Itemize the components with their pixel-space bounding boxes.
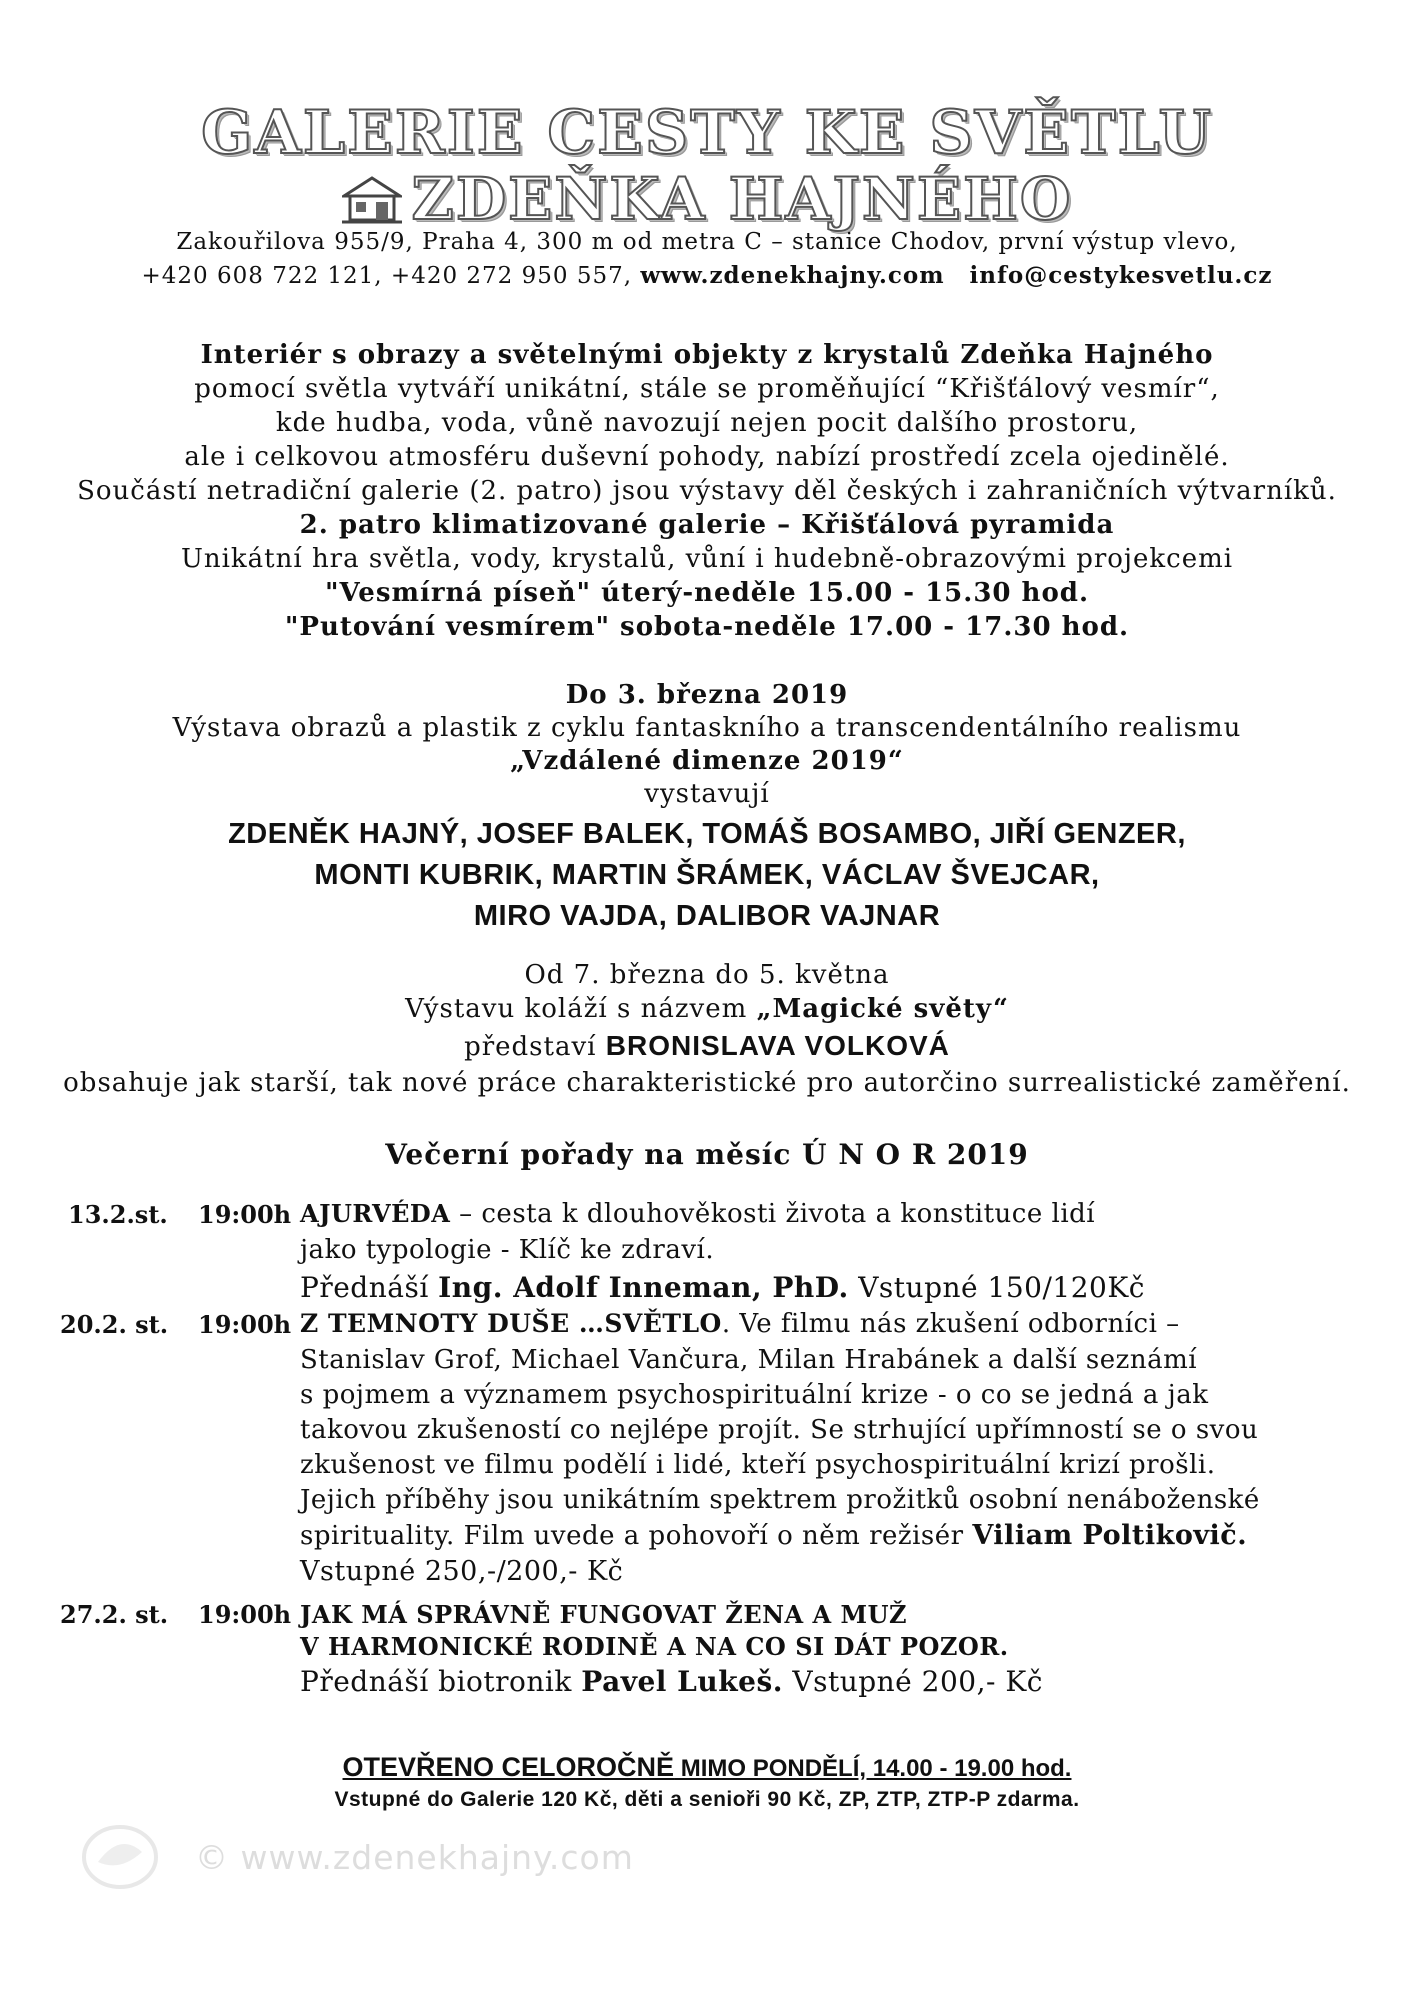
phones: +420 608 722 121, +420 272 950 557, — [141, 263, 641, 289]
email-link[interactable]: info@cestykesvetlu.cz — [969, 262, 1273, 289]
event-2-line-6: Jejich příběhy jsou unikátním spektrem prožitků osobní nenáboženské — [300, 1485, 1260, 1515]
exhibition-2-date: Od 7. března do 5. května — [524, 960, 890, 990]
exhibition-1-verb: vystavují — [644, 779, 770, 809]
intro-line-6: Unikátní hra světla, vody, krystalů, vůní i hudebně-obrazovými projekcemi — [180, 544, 1234, 574]
event-2-time: 19:00h — [198, 1310, 292, 1339]
open-all-year: OTEVŘENO CELOROČNĚ — [342, 1752, 675, 1782]
intro-line-4: Součástí netradiční galerie (2. patro) jsou výstavy děl českých i zahraničních výtvarníků. — [77, 476, 1337, 506]
event-2-date: 20.2. st. — [60, 1310, 169, 1339]
event-1-date: 13.2.st. — [68, 1200, 168, 1229]
event-2-line-7: spirituality. Film uvede a pohovoří o něm režisér Viliam Poltikovič. — [300, 1520, 1248, 1551]
exhibition-1-artists-1: ZDENĚK HAJNÝ, JOSEF BALEK, TOMÁŠ BOSAMBO, JIŘÍ GENZER, — [228, 818, 1186, 850]
exhibition-1-artists-3: MIRO VAJDA, DALIBOR VAJNAR — [473, 900, 941, 932]
event-2-title: Z TEMNOTY DUŠE …SVĚTLO — [300, 1309, 722, 1338]
watermark-logo-icon — [80, 1822, 160, 1896]
intro-line-1: pomocí světla vytváří unikátní, stále se proměňující “Křišťálový vesmír“, — [194, 374, 1220, 404]
exhibition-1-title: „Vzdálené dimenze 2019“ — [510, 746, 904, 776]
exhibition-1-desc: Výstava obrazů a plastik z cyklu fantaskního a transcendentálního realismu — [172, 713, 1242, 743]
event-2-line-4: takovou zkušeností co nejlépe projít. Se strhující upřímností se o svou — [300, 1415, 1259, 1445]
exhibition-2-note: obsahuje jak starší, tak nové práce charakteristické pro autorčino surrealistické zaměření. — [63, 1068, 1351, 1098]
event-3-line-3: Přednáší biotronik Pavel Lukeš. Vstupné 200,- Kč — [300, 1665, 1043, 1698]
event-1-line-3: Přednáší Ing. Adolf Inneman, PhD. Vstupné 150/120Kč — [300, 1271, 1145, 1304]
event-2-line-2: Stanislav Grof, Michael Vančura, Milan Hrabánek a další seznámí — [300, 1345, 1198, 1375]
event-3-line-2: V HARMONICKÉ RODINĚ A NA CO SI DÁT POZOR. — [300, 1632, 1009, 1661]
event-3-date: 27.2. st. — [60, 1600, 169, 1629]
admission-prices: Vstupné do Galerie 120 Kč, děti a senioři 90 Kč, ZP, ZTP, ZTP-P zdarma. — [334, 1788, 1080, 1811]
event-2-line-1: Z TEMNOTY DUŠE …SVĚTLO. Ve filmu nás zkušení odborníci – — [300, 1309, 1180, 1339]
event-3-time: 19:00h — [198, 1600, 292, 1629]
intro-line-3: ale i celkovou atmosféru duševní pohody, nabízí prostředí zcela ojedinělé. — [184, 442, 1230, 472]
event-2-line-3: s pojmem a významem psychospirituální krize - o co se jedná a jak — [300, 1380, 1209, 1410]
event-2-line-5: zkušenost ve filmu podělí i lidé, kteří psychospirituální krizí prošli. — [300, 1450, 1216, 1480]
intro-line-8: "Putování vesmírem" sobota-neděle 17.00 - 17.30 hod. — [284, 612, 1130, 642]
house-icon — [342, 171, 402, 237]
exhibition-2-presenter: představí BRONISLAVA VOLKOVÁ — [464, 1030, 950, 1062]
event-1-line-1: AJURVÉDA – cesta k dlouhověkosti života a konstituce lidí — [300, 1199, 1096, 1229]
event-3-title: JAK MÁ SPRÁVNĚ FUNGOVAT ŽENA A MUŽ — [300, 1600, 908, 1629]
address-line-2 — [0, 262, 1414, 289]
watermark-text: © www.zdenekhajny.com — [195, 1838, 634, 1877]
event-1-line-2: jako typologie - Klíč ke zdraví. — [300, 1235, 715, 1265]
intro-line-5: 2. patro klimatizované galerie – Křišťálová pyramida — [299, 510, 1115, 540]
event-1-time: 19:00h — [198, 1200, 292, 1229]
event-3-speaker: Pavel Lukeš. — [581, 1665, 783, 1698]
exhibition-2-title: „Magické světy“ — [756, 994, 1009, 1024]
address-line-1: Zakouřilova 955/9, Praha 4, 300 m od metra C – stanice Chodov, první výstup vlevo, — [176, 229, 1238, 255]
exhibition-2-artist: BRONISLAVA VOLKOVÁ — [605, 1030, 950, 1061]
event-1-title: AJURVÉDA — [300, 1199, 451, 1228]
intro-line-7: "Vesmírná píseň" úterý-neděle 15.00 - 15.30 hod. — [324, 578, 1090, 608]
exhibition-2-desc: Výstavu koláží s názvem „Magické světy“ — [405, 994, 1009, 1024]
program-heading: Večerní pořady na měsíc Ú N O R 2019 — [385, 1138, 1029, 1171]
intro-line-2: kde hudba, voda, vůně navozují nejen pocit dalšího prostoru, — [275, 408, 1139, 438]
logo-line-2: ZDEŇKA HAJNÉHO — [0, 166, 1414, 237]
event-2-director: Viliam Poltikovič. — [972, 1520, 1248, 1551]
intro-heading: Interiér s obrazy a světelnými objekty z krystalů Zdeňka Hajného — [200, 340, 1214, 370]
exhibition-1-date: Do 3. března 2019 — [565, 680, 849, 710]
event-2-line-8: Vstupné 250,-/200,- Kč — [300, 1556, 624, 1587]
opening-hours — [0, 1752, 1414, 1783]
website-link[interactable]: www.zdenekhajny.com — [640, 262, 945, 289]
event-1-speaker: Ing. Adolf Inneman, PhD. — [438, 1271, 849, 1304]
logo-line-1: GALERIE CESTY KE SVĚTLU — [201, 98, 1213, 168]
exhibition-1-artists-2: MONTI KUBRIK, MARTIN ŠRÁMEK, VÁCLAV ŠVEJCAR, — [314, 859, 1100, 891]
gallery-logo — [0, 100, 1414, 237]
hours-text: MIMO PONDĚLÍ, 14.00 - 19.00 hod. — [674, 1755, 1072, 1782]
